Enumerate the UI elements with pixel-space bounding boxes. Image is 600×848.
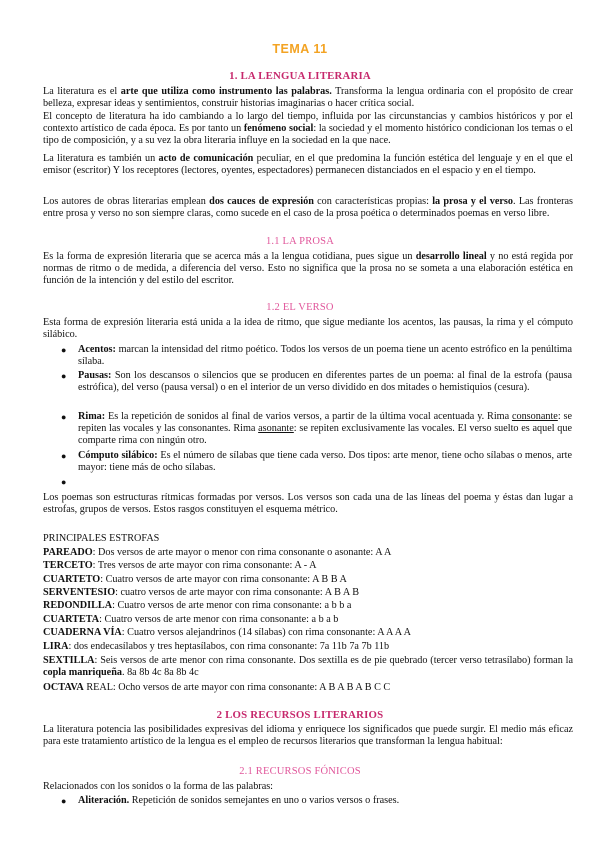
- paragraph-communication: La literatura es también un acto de comunicación peculiar, en el que predomina la función estética del lenguaje y en el que el emisor (escritor) Y los receptores (lectores, oyentes, espectadores) permanecen distanciados en el espacio y en el tiempo.: [43, 153, 574, 177]
- bullet-pausas: Pausas: Son los descansos o silencios que se producen en diferentes partes de un poema: al final de la estrofa (pausa estrófica), del verso (pausa versal) o en el interior de un verso dividido en dos mitades o hemistiquios (cesura).: [78, 370, 572, 394]
- paragraph-cauces: Los autores de obras literarias emplean dos cauces de expresión con características propias: la prosa y el verso. Las fronteras entre prosa y verso no son siempre claras, como sucede en el caso de la prosa poética o determinados poemas en verso libre.: [43, 196, 574, 220]
- bullet-rima: Rima: Es la repetición de sonidos al final de varios versos, a partir de la última vocal acentuada y. Rima consonante: se repiten las vocales y las consonantes. Rima asonante: se repiten exclusivamente las vocales. El verso suelto es aquel que comparte rima con ningún otro.: [78, 411, 572, 447]
- estrofa-cuarteta: CUARTETA: Cuatro versos de arte menor con rima consonante: a b a b: [43, 614, 339, 625]
- bullet-dot-icon: [61, 370, 69, 378]
- subsection-title-prosa: 1.1 LA PROSA: [265, 236, 335, 247]
- paragraph-prosa: Es la forma de expresión literaria que se acerca más a la lengua cotidiana, pues sigue un desarrollo lineal y no está regida por normas de ritmo o de medida, a diferencia del verso. Esto no significa que la prosa no se someta a una elaboración estética en función de la intención y del estilo del escritor.: [43, 251, 573, 287]
- estrofa-octava-real: OCTAVA REAL: Ocho versos de arte mayor con rima consonante: A B A B A B C C: [43, 682, 391, 693]
- paragraph-recursos: La literatura potencia las posibilidades expresivas del idioma y enriquece los significados que puede surgir. El medio más eficaz para este tratamiento artístico de la lengua es el empleo de recursos literarios que transforman la lengua habitual:: [43, 724, 573, 748]
- subsection-title-fonicos: 2.1 RECURSOS FÓNICOS: [239, 766, 361, 777]
- bullet-acentos: Acentos: marcan la intensidad del ritmo poético. Todos los versos de un poema tiene un acento estrófico en la penúltima sílaba.: [78, 344, 572, 368]
- estrofa-sextilla: SEXTILLA: Seis versos de arte menor con rima consonante. Dos sextilla es de pie quebrado (tercer verso tetrasílabo) forman la copla manriqueña. 8a 8b 4c 8a 8b 4c: [43, 655, 573, 679]
- bullet-dot-icon: [61, 411, 69, 419]
- bullet-computo: Cómputo silábico: Es el número de sílabas que tiene cada verso. Dos tipos: arte menor, tiene ocho sílabas o menos, arte mayor: tiene más de ocho sílabas.: [78, 450, 573, 474]
- estrofa-cuaderna-via: CUADERNA VÍA: Cuatro versos alejandrinos (14 sílabas) con rima consonante: A A A A: [43, 627, 411, 638]
- paragraph-verso-outro: Los poemas son estructuras rítmicas formadas por versos. Los versos son cada una de las líneas del poema y éstas dan lugar a estrofas, grupos de versos. Estos rasgos constituyen el esquema métrico.: [43, 492, 573, 516]
- estrofas-heading: PRINCIPALES ESTROFAS: [43, 533, 160, 544]
- subsection-title-verso: 1.2 EL VERSO: [266, 302, 334, 313]
- estrofa-redondilla: REDONDILLA: Cuatro versos de arte menor con rima consonante: a b b a: [43, 600, 352, 611]
- paragraph-verso-intro: Esta forma de expresión literaria está unida a la idea de ritmo, que sigue mediante los acentos, las pausas, la rima y el cómputo silábico.: [43, 317, 573, 341]
- paragraph-definition: La literatura es el arte que utiliza como instrumento las palabras. Transforma la lengua ordinaria con el propósito de crear belleza, expresar ideas y sentimientos, construir historias imaginarias o hacer crítica social.: [43, 86, 573, 110]
- bullet-dot-icon: [61, 795, 69, 803]
- bullet-dot-icon: [61, 344, 69, 352]
- estrofa-terceto: TERCETO: Tres versos de arte mayor con rima consonante: A - A: [43, 560, 317, 571]
- estrofa-cuarteto: CUARTETO: Cuatro versos de arte mayor con rima consonante: A B B A: [43, 574, 347, 585]
- estrofa-serventesio: SERVENTESIO: cuatro versos de arte mayor con rima consonante: A B A B: [43, 587, 360, 598]
- bullet-dot-empty-icon: [61, 476, 69, 484]
- estrofa-pareado: PAREADO: Dos versos de arte mayor o menor con rima consonante o asonante: A A: [43, 547, 392, 558]
- paragraph-fonicos-intro: Relacionados con los sonidos o la forma de las palabras:: [43, 781, 274, 792]
- section-title-lengua-literaria: 1. LA LENGUA LITERARIA: [229, 70, 371, 82]
- bullet-aliteracion: Aliteración. Repetición de sonidos semejantes en uno o varios versos o frases.: [78, 795, 400, 806]
- topic-title: TEMA 11: [272, 42, 328, 56]
- estrofa-lira: LIRA: dos endecasílabos y tres heptasílabos, con rima consonante: 7a 11b 7a 7b 11b: [43, 641, 390, 652]
- section-title-recursos: 2 LOS RECURSOS LITERARIOS: [216, 709, 384, 721]
- bullet-dot-icon: [61, 450, 69, 458]
- paragraph-social: El concepto de literatura ha ido cambiando a lo largo del tiempo, influida por las circunstancias y cambios históricos y por el contexto artístico de cada época. Es por tanto un fenómeno social: la sociedad y el momento histórico condicionan los temas o el tipo de composición, y a su vez la obra literaria influye en la sociedad en la que nace.: [43, 111, 573, 147]
